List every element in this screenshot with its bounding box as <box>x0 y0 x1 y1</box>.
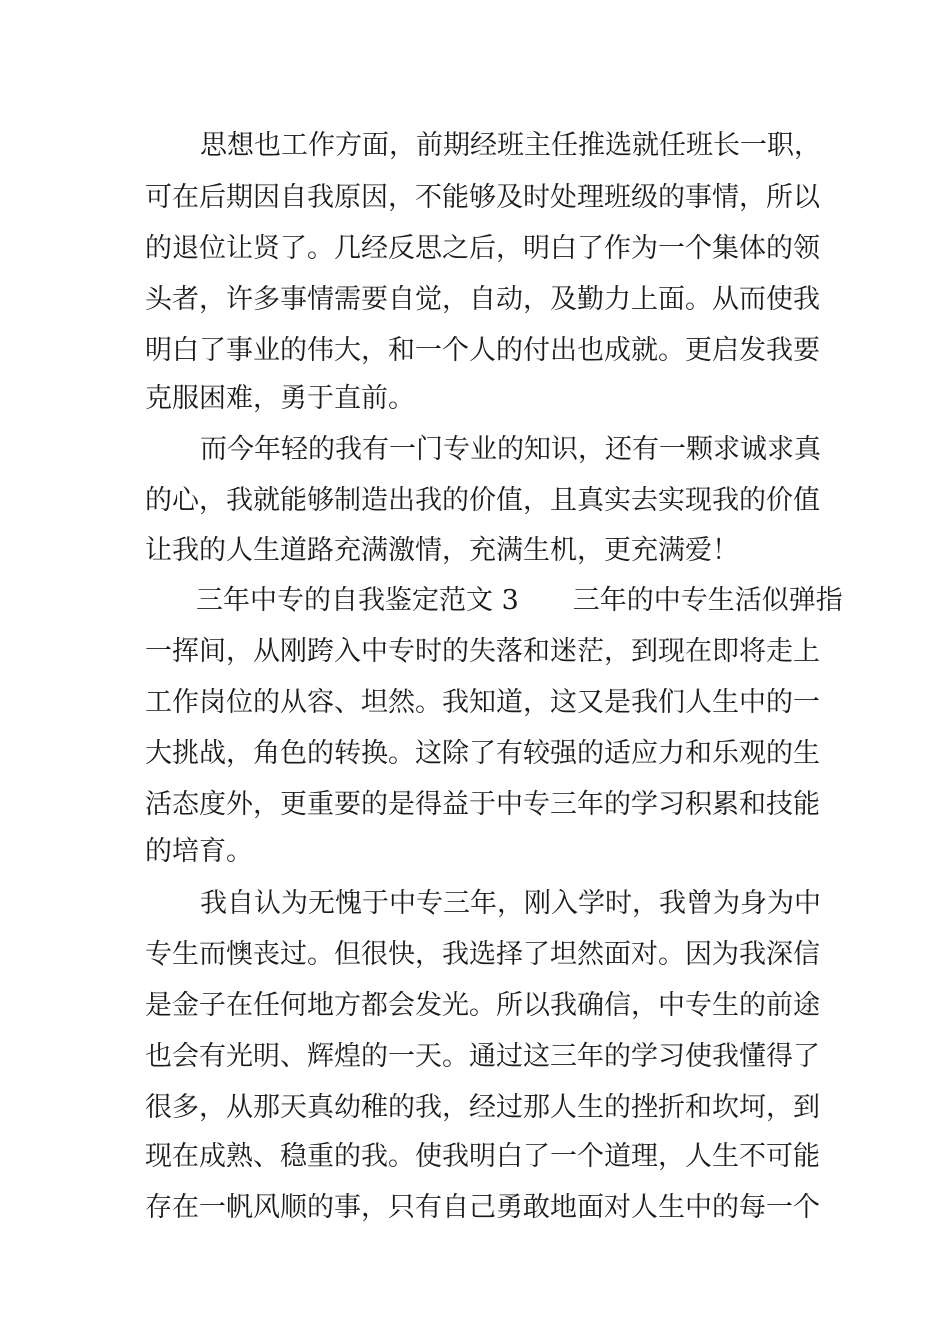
text-line-18: 是金子在任何地方都会发光。所以我确信，中专生的前途 <box>145 990 820 1021</box>
text-line-6: 克服困难，勇于直前。 <box>145 383 415 414</box>
text-line-16: 我自认为无愧于中专三年，刚入学时，我曾为身为中 <box>200 888 821 919</box>
text-line-19: 也会有光明、辉煌的一天。通过这三年的学习使我懂得了 <box>145 1041 820 1072</box>
text-line-3: 的退位让贤了。几经反思之后，明白了作为一个集体的领 <box>145 233 820 264</box>
text-line-22: 存在一帆风顺的事，只有自己勇敢地面对人生中的每一个 <box>145 1192 820 1223</box>
text-line-2: 可在后期因自我原因，不能够及时处理班级的事情，所以 <box>145 182 820 213</box>
text-line-5: 明白了事业的伟大，和一个人的付出也成就。更启发我要 <box>145 335 820 366</box>
text-line-1: 思想也工作方面，前期经班主任推选就任班长一职， <box>200 130 821 161</box>
text-line-8: 的心，我就能够制造出我的价值，且真实去实现我的价值 <box>145 485 820 516</box>
text-line-4: 头者，许多事情需要自觉，自动，及勤力上面。从而使我 <box>145 284 820 315</box>
text-line-21: 现在成熟、稳重的我。使我明白了一个道理，人生不可能 <box>145 1141 820 1172</box>
text-line-13: 大挑战，角色的转换。这除了有较强的适应力和乐观的生 <box>145 738 820 769</box>
text-line-12: 工作岗位的从容、坦然。我知道，这又是我们人生中的一 <box>145 687 820 718</box>
text-line-17: 专生而懊丧过。但很快，我选择了坦然面对。因为我深信 <box>145 939 820 970</box>
text-line-7: 而今年轻的我有一门专业的知识，还有一颗求诚求真 <box>200 434 821 465</box>
text-line-11: 一挥间，从刚跨入中专时的失落和迷茫，到现在即将走上 <box>145 636 820 667</box>
text-line-14: 活态度外，更重要的是得益于中专三年的学习积累和技能 <box>145 789 820 820</box>
text-line-9: 让我的人生道路充满激情，充满生机，更充满爱！ <box>145 535 739 566</box>
section-title-line: 三年中专的自我鉴定范文 3 三年的中专生活似弹指 <box>196 585 843 616</box>
text-line-15: 的培育。 <box>145 836 253 867</box>
text-line-20: 很多，从那天真幼稚的我，经过那人生的挫折和坎坷，到 <box>145 1092 820 1123</box>
